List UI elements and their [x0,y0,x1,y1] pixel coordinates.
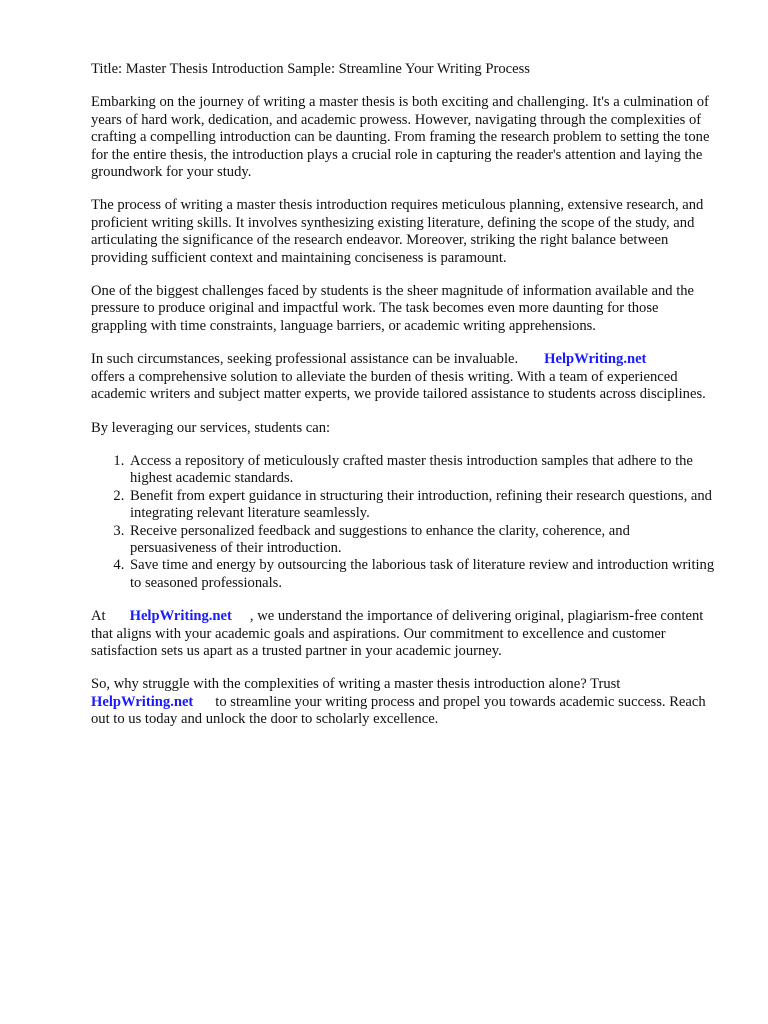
closing-paragraph [91,676,717,728]
assistance-text-after: offers a comprehensive solution to alleviate the burden of thesis writing. With a team of experienced academic writers and subject matter experts, we provide tailored assistance to students across disciplines. [91,368,706,403]
closing-text-after: to streamline your writing process and propel you towards academic success. Reach out to us today and unlock the door to scholarly excellence. [91,693,706,728]
helpwriting-link-1[interactable]: HelpWriting.net [544,351,647,368]
commitment-text-after: , we understand the importance of delivering original, plagiarism-free content that aligns with your academic goals and aspirations. Our commitment to excellence and customer satisfaction sets us apart as a trusted partner in your academic journey. [91,608,704,659]
document-page [91,61,717,745]
assistance-text-before: In such circumstances, seeking professional assistance can be invaluable. [91,351,519,368]
services-intro-paragraph: By leveraging our services, students can: [91,419,331,436]
list-item: 1. Access a repository of meticulously crafted master thesis introduction samples that adhere to the highest academic standards. [128,453,717,488]
closing-text-before: So, why struggle with the complexities of writing a master thesis introduction alone? Trust [91,676,621,693]
helpwriting-link-2[interactable]: HelpWriting.net [129,608,232,625]
list-item: 2. Benefit from expert guidance in structuring their introduction, refining their research questions, and integrating relevant literature seamlessly. [128,488,717,523]
commitment-paragraph [91,608,717,660]
assistance-paragraph [91,351,717,403]
helpwriting-link-3[interactable]: HelpWriting.net [91,693,194,710]
document-title: Title: Master Thesis Introduction Sample: Streamline Your Writing Process [91,61,530,77]
intro-paragraph: Embarking on the journey of writing a master thesis is both exciting and challenging. It's a culmination of years of hard work, dedication, and academic prowess. However, navigating through the complexities of crafting a compelling introduction can be daunting. From framing the research problem to setting the tone for the entire thesis, the introduction plays a crucial role in capturing the reader's attention and laying the groundwork for your study. [91,94,710,181]
list-item: 4. Save time and energy by outsourcing the laborious task of literature review and introduction writing to seasoned professionals. [128,557,717,592]
benefits-list [91,453,717,592]
commitment-text-before: At [91,608,106,625]
process-paragraph: The process of writing a master thesis introduction requires meticulous planning, extensive research, and proficient writing skills. It involves synthesizing existing literature, defining the scope of the study, and articulating the significance of the research endeavor. Moreover, striking the right balance between providing sufficient context and maintaining conciseness is paramount. [91,197,704,266]
list-item: 3. Receive personalized feedback and suggestions to enhance the clarity, coherence, and persuasiveness of their introduction. [128,523,717,558]
challenges-paragraph: One of the biggest challenges faced by students is the sheer magnitude of information available and the pressure to produce original and impactful work. The task becomes even more daunting for those grappling with time constraints, language barriers, or academic writing apprehensions. [91,283,695,334]
